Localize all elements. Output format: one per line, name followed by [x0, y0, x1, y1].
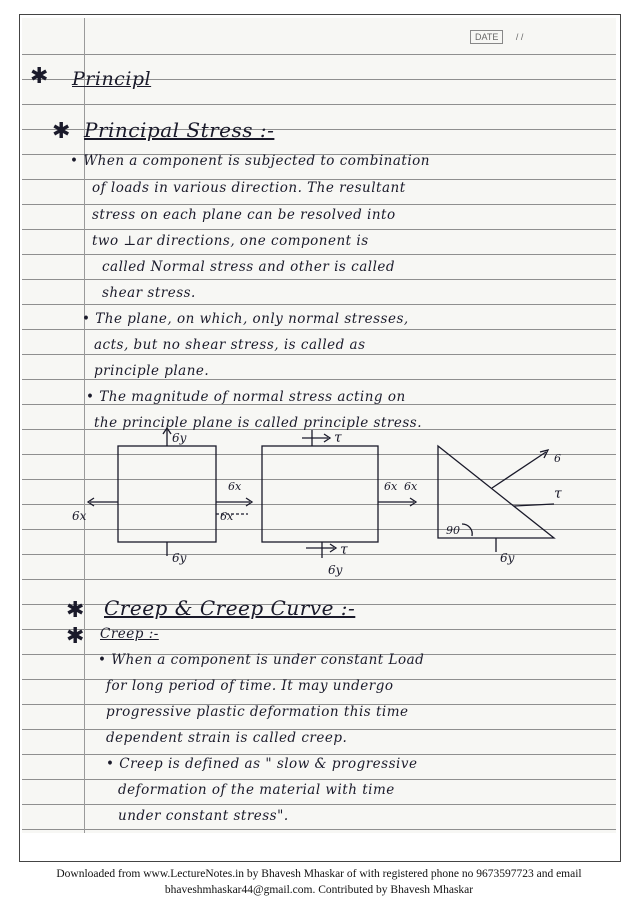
label-tau-top: τ	[334, 430, 342, 446]
text-line: shear stress.	[102, 285, 196, 301]
text-line: • Creep is defined as " slow & progressive	[106, 756, 418, 772]
element-shear-stress	[262, 446, 378, 542]
label-sigma-x-right: 6x	[228, 480, 242, 493]
label-sigma-x-mid-2: 6x	[404, 480, 418, 493]
text-line: progressive plastic deformation this time	[106, 704, 409, 720]
label-sigma-y-mid: 6y	[328, 563, 343, 577]
footer-line-1: Downloaded from www.LectureNotes.in by Bhavesh Mhaskar of with registered phone no 9673597723 and email	[56, 868, 582, 880]
text-line: • The plane, on which, only normal stresses,	[82, 311, 409, 327]
label-sigma-c: 6	[554, 452, 561, 465]
label-tau-bottom: τ	[340, 542, 348, 558]
text-line: of loads in various direction. The resultant	[92, 180, 406, 196]
bullet-star: ✱	[52, 119, 71, 144]
text-line: • The magnitude of normal stress acting on	[86, 389, 406, 405]
footer-line-2: bhaveshmhaskar44@gmail.com. Contributed by Bhavesh Mhaskar	[164, 884, 474, 896]
label-tau-c: τ	[554, 486, 562, 502]
text-line: acts, but no shear stress, is called as	[94, 337, 366, 353]
label-sigma-y-top: 6y	[172, 431, 187, 445]
text-line: deformation of the material with time	[118, 782, 395, 798]
heading-principal-stress: Principal Stress :-	[84, 118, 275, 142]
heading-principl: Principl	[72, 68, 152, 90]
text-line: • When a component is under constant Load	[98, 652, 425, 668]
text-line: under constant stress".	[118, 808, 289, 824]
heading-creep: Creep :-	[100, 626, 159, 642]
download-footer	[0, 866, 638, 898]
label-sigma-y-c: 6y	[500, 551, 515, 565]
bullet-star: ✱	[66, 598, 85, 623]
label-sigma-y-bottom: 6y	[172, 551, 187, 565]
bullet-star: ✱	[30, 64, 49, 89]
date-slots: / /	[515, 32, 524, 42]
text-line: dependent strain is called creep.	[106, 730, 348, 746]
text-line: • When a component is subjected to combination	[70, 153, 430, 169]
text-line: called Normal stress and other is called	[102, 259, 396, 275]
bullet-star: ✱	[66, 624, 85, 649]
text-line: the principle plane is called principle stress.	[94, 415, 422, 431]
text-line: principle plane.	[94, 363, 210, 379]
date-label: DATE	[470, 30, 503, 44]
label-theta: 90	[446, 524, 460, 537]
notebook-page	[22, 18, 616, 833]
text-line: two ⊥ar directions, one component is	[92, 233, 369, 249]
label-sigma-x-mid: 6x	[384, 480, 398, 493]
heading-creep-curve: Creep & Creep Curve :-	[104, 596, 356, 620]
label-sigma-x-right-2: 6x	[220, 510, 234, 523]
element-normal-stress	[118, 446, 216, 542]
text-line: for long period of time. It may undergo	[106, 678, 394, 694]
label-sigma-x-left: 6x	[72, 509, 87, 523]
text-line: stress on each plane can be resolved into	[92, 207, 396, 223]
